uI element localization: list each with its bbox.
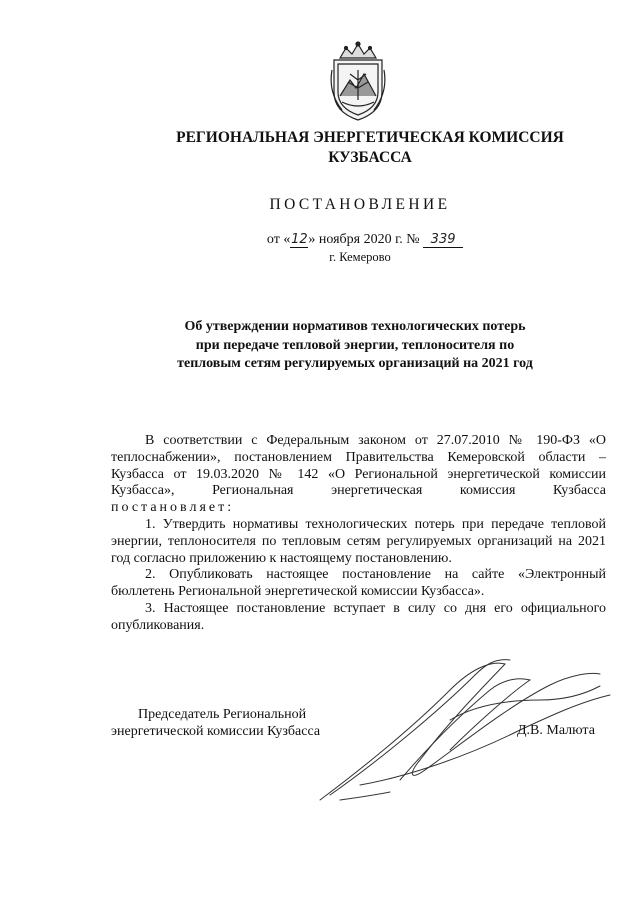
date-day: 12	[291, 232, 308, 247]
subject-line: Об утверждении нормативов технологических потерь	[184, 319, 526, 334]
document-date-line	[220, 232, 510, 248]
document-type: ПОСТАНОВЛЕНИЕ	[269, 196, 451, 213]
document-number: 339	[423, 233, 463, 248]
body-item-3: 3. Настоящее постановление вступает в силу со дня его официального опубликования.	[111, 600, 606, 633]
kuzbass-coat-of-arms-icon	[326, 40, 390, 124]
document-city: г. Кемерово	[329, 250, 391, 264]
signatory-position-line2: энергетической комиссии Кузбасса	[111, 724, 321, 739]
body-item-1: 1. Утвердить нормативы технологических потерь при передаче тепловой энергии, теплоносителя по тепловым сетям регулируемых организаций на 2021 год согласно приложению к настоящему постановлению.	[111, 516, 606, 566]
document-body	[111, 433, 606, 635]
decree-word: постановляет:	[111, 500, 235, 516]
subject-line: тепловым сетям регулируемых организаций на 2021 год	[177, 356, 533, 371]
organization-name-line1: РЕГИОНАЛЬНАЯ ЭНЕРГЕТИЧЕСКАЯ КОМИССИЯ	[176, 129, 564, 146]
document-subject	[150, 318, 560, 374]
body-item-2: 2. Опубликовать настоящее постановление на сайте «Электронный бюллетень Региональной энергетической комиссии Кузбасса».	[111, 567, 606, 600]
signatory-name: Д.В. Малюта	[517, 723, 595, 738]
organization-name-line2: КУЗБАССА	[328, 149, 412, 166]
subject-line: при передаче тепловой энергии, теплоносителя по	[195, 337, 515, 353]
date-prefix: от «	[266, 232, 291, 247]
signatory-position-line1: Председатель Региональной	[138, 707, 307, 722]
body-intro-paragraph: В соответствии с Федеральным законом от 27.07.2010 № 190-ФЗ «О теплоснабжении», постановлением Правительства Кемеровской области – Кузбасса от 19.03.2020 № 142 «О Региональной энергетической комиссии Кузбасса», Региональная энергетическая комиссия Кузбасса	[111, 433, 606, 499]
signatory-position	[111, 706, 320, 740]
date-month-year: » ноября 2020 г. №	[308, 232, 420, 247]
